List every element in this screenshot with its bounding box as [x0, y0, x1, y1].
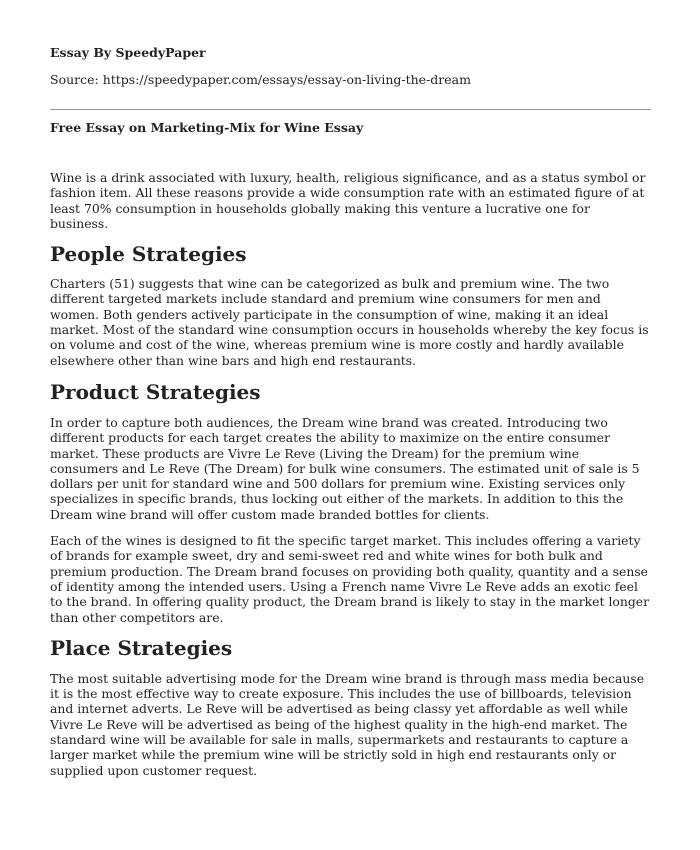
- heading-product-strategies: Product Strategies: [50, 379, 261, 404]
- heading-place-strategies: Place Strategies: [50, 635, 233, 660]
- publisher-title: Essay By SpeedyPaper: [50, 45, 206, 60]
- essay-body: [50, 170, 650, 778]
- intro-paragraph: Wine is a drink associated with luxury, health, religious significance, and as a status symbol or fashion item. All these reasons provide a wide consumption rate with an estimated figure of at least 70% consumption in households globally making this venture a lucrative one for business.: [50, 170, 646, 231]
- essay-title: Free Essay on Marketing-Mix for Wine Essay: [50, 120, 364, 135]
- heading-people-strategies: People Strategies: [50, 242, 247, 267]
- paragraph-place-strategies: The most suitable advertising mode for the Dream wine brand is through mass media because it is the most effective way to create exposure. This includes the use of billboards, television and internet adverts. Le Reve will be advertised as being classy yet affordable as well while Vivre Le Reve will be advertised as being of the highest quality in the high-end market. The standard wine will be available for sale in malls, supermarkets and restaurants to capture a larger market while the premium wine will be strictly sold in high end restaurants only or supplied upon customer request.: [50, 670, 645, 778]
- paragraph-product-strategies-2: Each of the wines is designed to fit the specific target market. This includes offering a variety of brands for example sweet, dry and semi-sweet red and white wines for both bulk and premium production. The Dream brand focuses on providing both quality, quantity and a sense of identity among the intended users. Using a French name Vivre Le Reve adds an exotic feel to the brand. In offering quality product, the Dream brand is likely to stay in the market longer than other competitors are.: [50, 533, 650, 625]
- source-url: Source: https://speedypaper.com/essays/essay-on-living-the-dream: [50, 72, 471, 87]
- header-divider: [50, 109, 651, 110]
- paragraph-product-strategies-1: In order to capture both audiences, the Dream wine brand was created. Introducing two different products for each target creates the ability to maximize on the entire consumer market. These products are Vivre Le Reve (Living the Dream) for the premium wine consumers and Le Reve (The Dream) for bulk wine consumers. The estimated unit of sale is 5 dollars per unit for standard wine and 500 dollars for premium wine. Existing services only specializes in specific brands, thus locking out either of the markets. In addition to this the Dream wine brand will offer custom made branded bottles for clients.: [50, 414, 640, 522]
- paragraph-people-strategies: Charters (51) suggests that wine can be categorized as bulk and premium wine. The two different targeted markets include standard and premium wine consumers for men and women. Both genders actively participate in the consumption of wine, making it an ideal market. Most of the standard wine consumption occurs in households whereby the key focus is on volume and cost of the wine, whereas premium wine is more costly and hardly available elsewhere other than wine bars and high end restaurants.: [50, 276, 649, 368]
